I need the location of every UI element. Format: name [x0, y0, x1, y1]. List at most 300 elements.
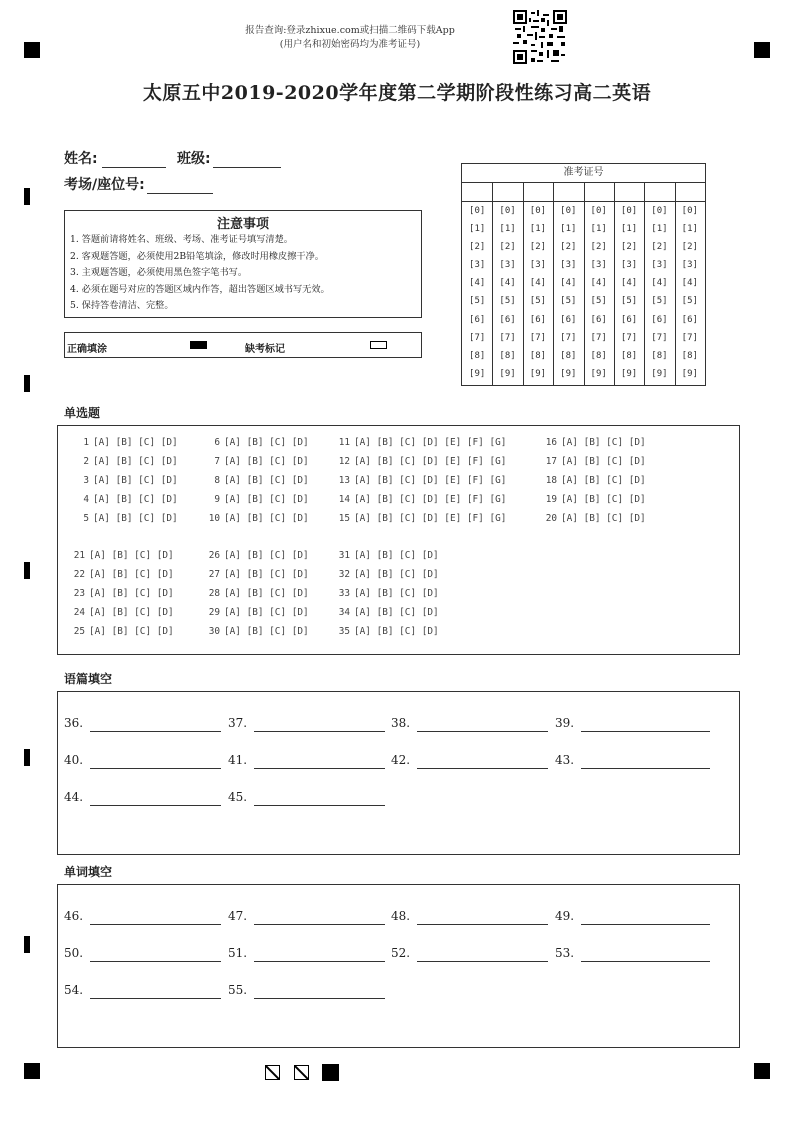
seat-label: 考场/座位号: — [64, 177, 145, 193]
exam-id-caption: 准考证号 — [462, 164, 705, 183]
notice-item: 5. 保持答卷清洁、完整。 — [70, 300, 174, 311]
answer-options[interactable]: [A] [B] [C] [D] — [89, 607, 174, 618]
single-choice-label: 单选题 — [64, 406, 101, 420]
notice-heading: 注意事项 — [216, 217, 269, 232]
blank-number: 37. — [228, 716, 248, 730]
blank-number: 42. — [391, 753, 411, 767]
choice-question-row[interactable] — [333, 626, 439, 637]
fill-legend — [64, 332, 422, 358]
exam-id-bubble[interactable]: [2] — [529, 242, 547, 253]
exam-id-column[interactable] — [462, 183, 493, 385]
question-number: 2 — [83, 456, 89, 467]
answer-line[interactable] — [417, 961, 548, 962]
exam-id-bubble[interactable]: [3] — [590, 260, 607, 271]
question-number: 28 — [208, 588, 220, 599]
fill-blank-item[interactable] — [555, 753, 705, 773]
answer-line[interactable] — [254, 998, 385, 999]
exam-id-bubble[interactable]: [3] — [529, 260, 547, 271]
answer-options[interactable]: [A] [B] [C] [D] — [561, 494, 646, 505]
class-blank[interactable] — [213, 153, 281, 168]
question-number: 18 — [545, 475, 557, 486]
choice-question-row[interactable] — [72, 494, 178, 505]
choice-question-row[interactable] — [540, 437, 646, 448]
answer-line[interactable] — [90, 768, 221, 769]
exam-id-bubble[interactable]: [7] — [681, 332, 698, 343]
question-number: 25 — [73, 626, 85, 637]
question-number: 34 — [338, 607, 350, 618]
exam-id-column[interactable] — [492, 183, 523, 385]
exam-id-bubble[interactable]: [1] — [651, 224, 668, 235]
exam-id-bubble[interactable]: [4] — [681, 278, 698, 289]
choice-question-row[interactable] — [203, 456, 309, 467]
timing-mark — [24, 749, 30, 766]
exam-id-bubble[interactable]: [0] — [651, 206, 668, 216]
exam-id-bubble[interactable]: [1] — [560, 224, 577, 235]
question-number: 24 — [73, 607, 85, 618]
exam-id-bubble[interactable]: [9] — [620, 368, 638, 379]
exam-id-digit-write-cell[interactable] — [614, 183, 644, 202]
answer-line[interactable] — [90, 924, 221, 925]
choice-question-row[interactable] — [540, 494, 646, 505]
answer-options[interactable]: [A] [B] [C] [D] — [561, 475, 646, 486]
exam-id-bubble[interactable]: [2] — [620, 242, 638, 253]
fill-blank-item[interactable] — [64, 946, 214, 966]
exam-id-bubble[interactable]: [9] — [499, 368, 516, 379]
choice-question-row[interactable] — [203, 588, 309, 599]
answer-options[interactable]: [A] [B] [C] [D] — [93, 437, 178, 448]
exam-id-bubble[interactable]: [7] — [620, 332, 638, 343]
exam-id-bubble[interactable]: [7] — [529, 332, 547, 343]
fill-blank-item[interactable] — [64, 716, 214, 736]
exam-id-digit-write-cell[interactable] — [675, 183, 705, 202]
choice-question-row[interactable] — [203, 494, 309, 505]
question-number: 7 — [214, 456, 220, 467]
exam-id-bubble[interactable]: [2] — [651, 242, 668, 253]
exam-id-bubble[interactable]: [6] — [620, 314, 638, 325]
exam-id-bubble[interactable]: [1] — [620, 224, 638, 235]
answer-options[interactable]: [A] [B] [C] [D] — [89, 626, 174, 637]
exam-id-bubble[interactable]: [0] — [681, 206, 698, 216]
fill-blank-item[interactable] — [391, 753, 541, 773]
question-number: 13 — [338, 475, 350, 486]
choice-question-row[interactable] — [68, 626, 174, 637]
absent-mark-checkbox[interactable] — [370, 341, 387, 349]
notice-item: 1. 答题前请将姓名、班级、考场、准考证号填写清楚。 — [70, 234, 293, 245]
fill-blank-item[interactable] — [228, 946, 378, 966]
blank-number: 52. — [391, 946, 411, 960]
question-number: 6 — [214, 437, 220, 448]
question-number: 10 — [208, 513, 220, 524]
question-number: 19 — [545, 494, 557, 505]
fill-blank-item[interactable] — [391, 716, 541, 736]
seat-blank[interactable] — [147, 179, 213, 194]
exam-id-bubble[interactable]: [9] — [560, 368, 577, 379]
word-fill-label: 单词填空 — [64, 865, 113, 879]
question-number: 31 — [338, 550, 350, 561]
answer-options[interactable]: [A] [B] [C] [D] — [224, 550, 309, 561]
exam-id-bubble[interactable]: [7] — [469, 332, 486, 343]
answer-line[interactable] — [254, 805, 385, 806]
page-marker-crossed — [265, 1065, 280, 1080]
answer-options[interactable]: [A] [B] [C] [D] — [224, 569, 309, 580]
notice-list — [65, 232, 421, 315]
exam-id-bubble[interactable]: [5] — [499, 296, 516, 307]
corner-mark-top-left — [24, 42, 40, 58]
answer-options[interactable]: [A] [B] [C] [D] [E] [F] [G] — [354, 456, 507, 467]
answer-options[interactable]: [A] [B] [C] [D] — [224, 494, 309, 505]
exam-id-bubble[interactable]: [4] — [620, 278, 638, 289]
question-number: 14 — [338, 494, 350, 505]
exam-id-bubble[interactable]: [3] — [620, 260, 638, 271]
exam-id-bubble[interactable]: [8] — [469, 350, 486, 361]
report-query-line2: (用户名和初始密码均为准考证号) — [279, 39, 421, 50]
absent-mark-label: 缺考标记 — [245, 344, 285, 355]
choice-question-row[interactable] — [540, 475, 646, 486]
question-number: 20 — [545, 513, 557, 524]
question-number: 33 — [338, 588, 350, 599]
timing-mark — [24, 936, 30, 953]
name-field[interactable] — [64, 148, 166, 168]
exam-id-column[interactable] — [675, 183, 705, 385]
exam-id-bubble[interactable]: [3] — [560, 260, 577, 271]
answer-line[interactable] — [90, 961, 221, 962]
answer-options[interactable]: [A] [B] [C] [D] — [224, 626, 309, 637]
choice-question-row[interactable] — [203, 569, 309, 580]
answer-options[interactable]: [A] [B] [C] [D] — [354, 550, 439, 561]
corner-mark-top-right — [754, 42, 770, 58]
answer-options[interactable]: [A] [B] [C] [D] — [354, 569, 439, 580]
exam-id-bubble[interactable]: [3] — [499, 260, 516, 271]
fill-blank-item[interactable] — [555, 909, 705, 929]
exam-id-bubble[interactable]: [2] — [469, 242, 486, 253]
choice-question-row[interactable] — [203, 513, 309, 524]
choice-question-row[interactable] — [333, 475, 506, 486]
blank-number: 39. — [555, 716, 575, 730]
qr-code — [513, 10, 567, 64]
blank-number: 50. — [64, 946, 84, 960]
answer-options[interactable]: [A] [B] [C] [D] — [561, 456, 646, 467]
choice-question-row[interactable] — [540, 513, 646, 524]
page-title: 太原五中2019-2020学年度第二学期阶段性练习高二英语 — [142, 82, 652, 104]
exam-id-bubble[interactable]: [9] — [529, 368, 547, 379]
answer-options[interactable]: [A] [B] [C] [D] — [224, 475, 309, 486]
notice-box — [64, 210, 422, 318]
choice-question-row[interactable] — [68, 569, 174, 580]
answer-line[interactable] — [90, 998, 221, 999]
question-number: 35 — [338, 626, 350, 637]
exam-id-bubble[interactable]: [6] — [590, 314, 607, 325]
choice-question-row[interactable] — [72, 437, 178, 448]
exam-id-digit-write-cell[interactable] — [523, 183, 553, 202]
correct-fill-label: 正确填涂 — [67, 344, 107, 355]
question-number: 29 — [208, 607, 220, 618]
exam-id-bubble[interactable]: [0] — [560, 206, 577, 216]
fill-blank-item[interactable] — [64, 753, 214, 773]
fill-blank-item[interactable] — [228, 909, 378, 929]
fill-blank-item[interactable] — [391, 946, 541, 966]
choice-question-row[interactable] — [72, 513, 178, 524]
answer-line[interactable] — [417, 768, 548, 769]
blank-number: 45. — [228, 790, 248, 804]
report-query-note — [200, 24, 500, 52]
exam-id-bubble[interactable]: [9] — [469, 368, 486, 379]
timing-mark — [24, 562, 30, 579]
exam-id-bubble[interactable]: [6] — [560, 314, 577, 325]
exam-id-bubble[interactable]: [4] — [560, 278, 577, 289]
exam-id-bubble[interactable]: [1] — [469, 224, 486, 235]
exam-id-bubble[interactable]: [0] — [499, 206, 516, 216]
exam-id-bubble[interactable]: [8] — [560, 350, 577, 361]
answer-options[interactable]: [A] [B] [C] [D] [E] [F] [G] — [354, 437, 507, 448]
choice-question-row[interactable] — [333, 550, 439, 561]
name-label: 姓名: — [64, 151, 98, 167]
fill-blank-item[interactable] — [64, 983, 214, 1003]
class-field[interactable] — [177, 148, 281, 168]
exam-id-bubble[interactable]: [9] — [651, 368, 668, 379]
exam-id-bubble[interactable]: [8] — [499, 350, 516, 361]
exam-id-bubble[interactable]: [4] — [590, 278, 607, 289]
exam-id-bubble[interactable]: [4] — [469, 278, 486, 289]
exam-id-bubble[interactable]: [5] — [620, 296, 638, 307]
exam-id-bubble[interactable]: [6] — [681, 314, 698, 325]
answer-options[interactable]: [A] [B] [C] [D] — [354, 626, 439, 637]
blank-number: 38. — [391, 716, 411, 730]
seat-field[interactable] — [64, 174, 213, 194]
exam-id-column[interactable] — [523, 183, 554, 385]
exam-id-columns — [462, 183, 705, 385]
answer-line[interactable] — [417, 731, 548, 732]
question-number: 21 — [73, 550, 85, 561]
exam-id-bubble[interactable]: [5] — [681, 296, 698, 307]
choice-question-row[interactable] — [68, 550, 174, 561]
question-number: 22 — [73, 569, 85, 580]
exam-id-bubble[interactable]: [8] — [681, 350, 698, 361]
blank-number: 49. — [555, 909, 575, 923]
answer-line[interactable] — [581, 961, 710, 962]
exam-id-bubble[interactable]: [8] — [590, 350, 607, 361]
answer-options[interactable]: [A] [B] [C] [D] — [561, 513, 646, 524]
choice-question-row[interactable] — [68, 607, 174, 618]
question-number: 4 — [83, 494, 89, 505]
blank-number: 53. — [555, 946, 575, 960]
answer-line[interactable] — [90, 731, 221, 732]
exam-id-bubble[interactable]: [6] — [469, 314, 486, 325]
exam-id-bubble[interactable]: [8] — [620, 350, 638, 361]
choice-question-row[interactable] — [333, 588, 439, 599]
choice-question-row[interactable] — [333, 569, 439, 580]
exam-id-bubble[interactable]: [2] — [681, 242, 698, 253]
question-number: 17 — [545, 456, 557, 467]
exam-id-bubble[interactable]: [3] — [469, 260, 486, 271]
blank-number: 46. — [64, 909, 84, 923]
choice-question-row[interactable] — [333, 494, 506, 505]
exam-id-bubble[interactable]: [7] — [560, 332, 577, 343]
answer-options[interactable]: [A] [B] [C] [D] — [93, 513, 178, 524]
exam-id-bubble[interactable]: [7] — [651, 332, 668, 343]
exam-id-bubble[interactable]: [9] — [590, 368, 607, 379]
exam-id-bubble[interactable]: [6] — [499, 314, 516, 325]
choice-question-row[interactable] — [68, 588, 174, 599]
fill-blank-item[interactable] — [64, 790, 214, 810]
choice-question-row[interactable] — [333, 437, 506, 448]
exam-id-digit-write-cell[interactable] — [553, 183, 583, 202]
answer-options[interactable]: [A] [B] [C] [D] — [93, 494, 178, 505]
fill-blank-item[interactable] — [64, 909, 214, 929]
fill-blank-item[interactable] — [228, 983, 378, 1003]
word-fill-box — [57, 884, 740, 1048]
correct-fill-sample — [190, 341, 207, 349]
exam-id-bubble[interactable]: [3] — [651, 260, 668, 271]
exam-id-bubble[interactable]: [5] — [651, 296, 668, 307]
corner-mark-bottom-left — [24, 1063, 40, 1079]
choice-question-row[interactable] — [333, 513, 506, 524]
answer-options[interactable]: [A] [B] [C] [D] — [354, 607, 439, 618]
exam-id-digit-write-cell[interactable] — [492, 183, 522, 202]
class-label: 班级: — [177, 151, 211, 167]
question-number: 23 — [73, 588, 85, 599]
exam-id-bubble[interactable]: [0] — [620, 206, 638, 216]
exam-id-bubble[interactable]: [2] — [590, 242, 607, 253]
answer-line[interactable] — [90, 805, 221, 806]
answer-line[interactable] — [581, 731, 710, 732]
answer-line[interactable] — [581, 924, 710, 925]
fill-blank-item[interactable] — [228, 716, 378, 736]
question-number: 30 — [208, 626, 220, 637]
blank-number: 54. — [64, 983, 84, 997]
answer-line[interactable] — [254, 768, 385, 769]
fill-blank-item[interactable] — [391, 909, 541, 929]
exam-id-bubble[interactable]: [8] — [529, 350, 547, 361]
exam-id-bubble[interactable]: [4] — [499, 278, 516, 289]
exam-id-bubble[interactable]: [7] — [590, 332, 607, 343]
answer-line[interactable] — [254, 924, 385, 925]
exam-id-bubble[interactable]: [4] — [529, 278, 547, 289]
answer-options[interactable]: [A] [B] [C] [D] [E] [F] [G] — [354, 513, 507, 524]
answer-options[interactable]: [A] [B] [C] [D] — [93, 475, 178, 486]
exam-id-digit-write-cell[interactable] — [462, 183, 492, 202]
exam-id-bubble[interactable]: [5] — [529, 296, 547, 307]
exam-id-bubble[interactable]: [0] — [590, 206, 607, 216]
blank-number: 36. — [64, 716, 84, 730]
exam-id-bubble[interactable]: [6] — [529, 314, 547, 325]
exam-id-bubble[interactable]: [9] — [681, 368, 698, 379]
choice-question-row[interactable] — [72, 456, 178, 467]
blank-number: 41. — [228, 753, 248, 767]
exam-id-bubble[interactable]: [7] — [499, 332, 516, 343]
answer-options[interactable]: [A] [B] [C] [D] — [224, 607, 309, 618]
question-number: 27 — [208, 569, 220, 580]
exam-id-bubble[interactable]: [5] — [469, 296, 486, 307]
exam-id-column[interactable] — [584, 183, 615, 385]
name-blank[interactable] — [102, 153, 166, 168]
choice-question-row[interactable] — [203, 626, 309, 637]
answer-line[interactable] — [254, 731, 385, 732]
blank-number: 55. — [228, 983, 248, 997]
answer-options[interactable]: [A] [B] [C] [D] — [89, 588, 174, 599]
exam-id-bubble[interactable]: [5] — [590, 296, 607, 307]
answer-options[interactable]: [A] [B] [C] [D] — [93, 456, 178, 467]
answer-line[interactable] — [254, 961, 385, 962]
choice-question-row[interactable] — [333, 456, 506, 467]
answer-options[interactable]: [A] [B] [C] [D] — [561, 437, 646, 448]
answer-options[interactable]: [A] [B] [C] [D] — [89, 569, 174, 580]
exam-id-box — [461, 163, 706, 386]
fill-blank-item[interactable] — [228, 753, 378, 773]
blank-number: 51. — [228, 946, 248, 960]
answer-options[interactable]: [A] [B] [C] [D] — [224, 588, 309, 599]
choice-question-row[interactable] — [203, 475, 309, 486]
answer-options[interactable]: [A] [B] [C] [D] — [354, 588, 439, 599]
question-number: 26 — [208, 550, 220, 561]
report-query-line1: 报告查询:登录zhixue.com或扫描二维码下载App — [245, 25, 455, 36]
answer-options[interactable]: [A] [B] [C] [D] — [224, 456, 309, 467]
exam-id-digit-write-cell[interactable] — [584, 183, 614, 202]
answer-options[interactable]: [A] [B] [C] [D] — [224, 437, 309, 448]
exam-id-bubble[interactable]: [1] — [529, 224, 547, 235]
exam-id-bubble[interactable]: [3] — [681, 260, 698, 271]
exam-id-bubble[interactable]: [0] — [469, 206, 486, 216]
exam-id-column[interactable] — [614, 183, 645, 385]
page-marker-filled — [322, 1064, 339, 1081]
exam-id-bubble[interactable]: [0] — [529, 206, 547, 216]
answer-line[interactable] — [581, 768, 710, 769]
choice-question-row[interactable] — [203, 607, 309, 618]
exam-id-bubble[interactable]: [2] — [560, 242, 577, 253]
choice-question-row[interactable] — [203, 550, 309, 561]
exam-id-bubble[interactable]: [5] — [560, 296, 577, 307]
single-choice-box — [57, 425, 740, 655]
exam-id-bubble[interactable]: [1] — [499, 224, 516, 235]
timing-mark — [24, 375, 30, 392]
exam-id-bubble[interactable]: [4] — [651, 278, 668, 289]
exam-id-digit-write-cell[interactable] — [644, 183, 674, 202]
question-number: 3 — [83, 475, 89, 486]
answer-options[interactable]: [A] [B] [C] [D] — [224, 513, 309, 524]
answer-options[interactable]: [A] [B] [C] [D] [E] [F] [G] — [354, 475, 507, 486]
timing-mark — [24, 188, 30, 205]
fill-blank-item[interactable] — [228, 790, 378, 810]
exam-id-column[interactable] — [553, 183, 584, 385]
question-number: 8 — [214, 475, 220, 486]
answer-line[interactable] — [417, 924, 548, 925]
choice-question-row[interactable] — [72, 475, 178, 486]
choice-question-row[interactable] — [540, 456, 646, 467]
fill-blank-item[interactable] — [555, 946, 705, 966]
page-marker-crossed — [294, 1065, 309, 1080]
exam-id-bubble[interactable]: [2] — [499, 242, 516, 253]
question-number: 9 — [214, 494, 220, 505]
corner-mark-bottom-right — [754, 1063, 770, 1079]
answer-options[interactable]: [A] [B] [C] [D] — [89, 550, 174, 561]
question-number: 16 — [545, 437, 557, 448]
exam-id-bubble[interactable]: [1] — [590, 224, 607, 235]
exam-id-bubble[interactable]: [6] — [651, 314, 668, 325]
choice-question-row[interactable] — [203, 437, 309, 448]
answer-options[interactable]: [A] [B] [C] [D] [E] [F] [G] — [354, 494, 507, 505]
passage-fill-label: 语篇填空 — [64, 672, 113, 686]
question-number: 32 — [338, 569, 350, 580]
choice-question-row[interactable] — [333, 607, 439, 618]
exam-id-bubble[interactable]: [8] — [651, 350, 668, 361]
question-number: 15 — [338, 513, 350, 524]
exam-id-column[interactable] — [644, 183, 675, 385]
exam-id-bubble[interactable]: [1] — [681, 224, 698, 235]
blank-number: 44. — [64, 790, 84, 804]
question-number: 12 — [338, 456, 350, 467]
blank-number: 47. — [228, 909, 248, 923]
passage-fill-box — [57, 691, 740, 855]
fill-blank-item[interactable] — [555, 716, 705, 736]
